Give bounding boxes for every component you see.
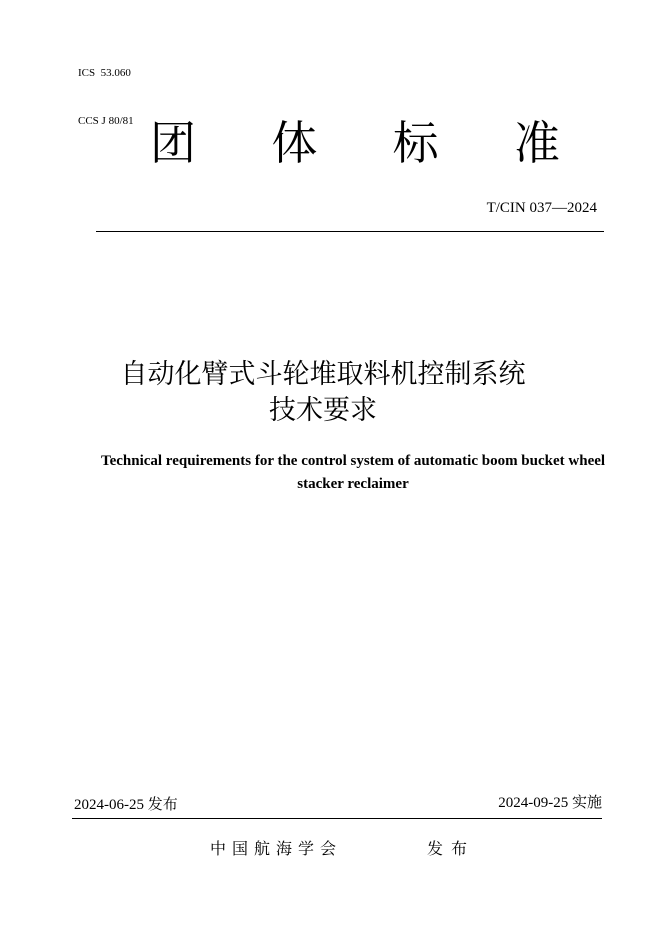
implementation-date: 2024-09-25 实施 (498, 795, 602, 811)
standard-number: T/CIN 037—2024 (486, 200, 597, 216)
chinese-title-line-1: 自动化臂式斗轮堆取料机控制系统 (120, 359, 526, 390)
standard-type-heading (150, 112, 560, 174)
chinese-title-line-2: 技术要求 (269, 395, 377, 426)
standard-type-char: 体 (271, 116, 318, 170)
standard-type-char: 团 (150, 116, 196, 170)
bottom-divider (72, 818, 602, 819)
standard-type-char: 标 (392, 116, 439, 170)
ccs-code: CCS J 80/81 (78, 115, 134, 127)
english-title-line-1: Technical requirements for the control system of automatic boom bucket wheel (100, 453, 606, 469)
english-title-line-2: stacker reclaimer (297, 476, 409, 492)
standard-type-char: 准 (513, 116, 560, 170)
publish-label: 发布 (427, 839, 476, 858)
issue-date: 2024-06-25 发布 (74, 797, 178, 813)
classification-codes (78, 33, 134, 145)
top-divider (96, 231, 604, 232)
publisher-name: 中国航海学会 (210, 839, 343, 858)
ics-code: ICS 53.060 (78, 67, 131, 79)
